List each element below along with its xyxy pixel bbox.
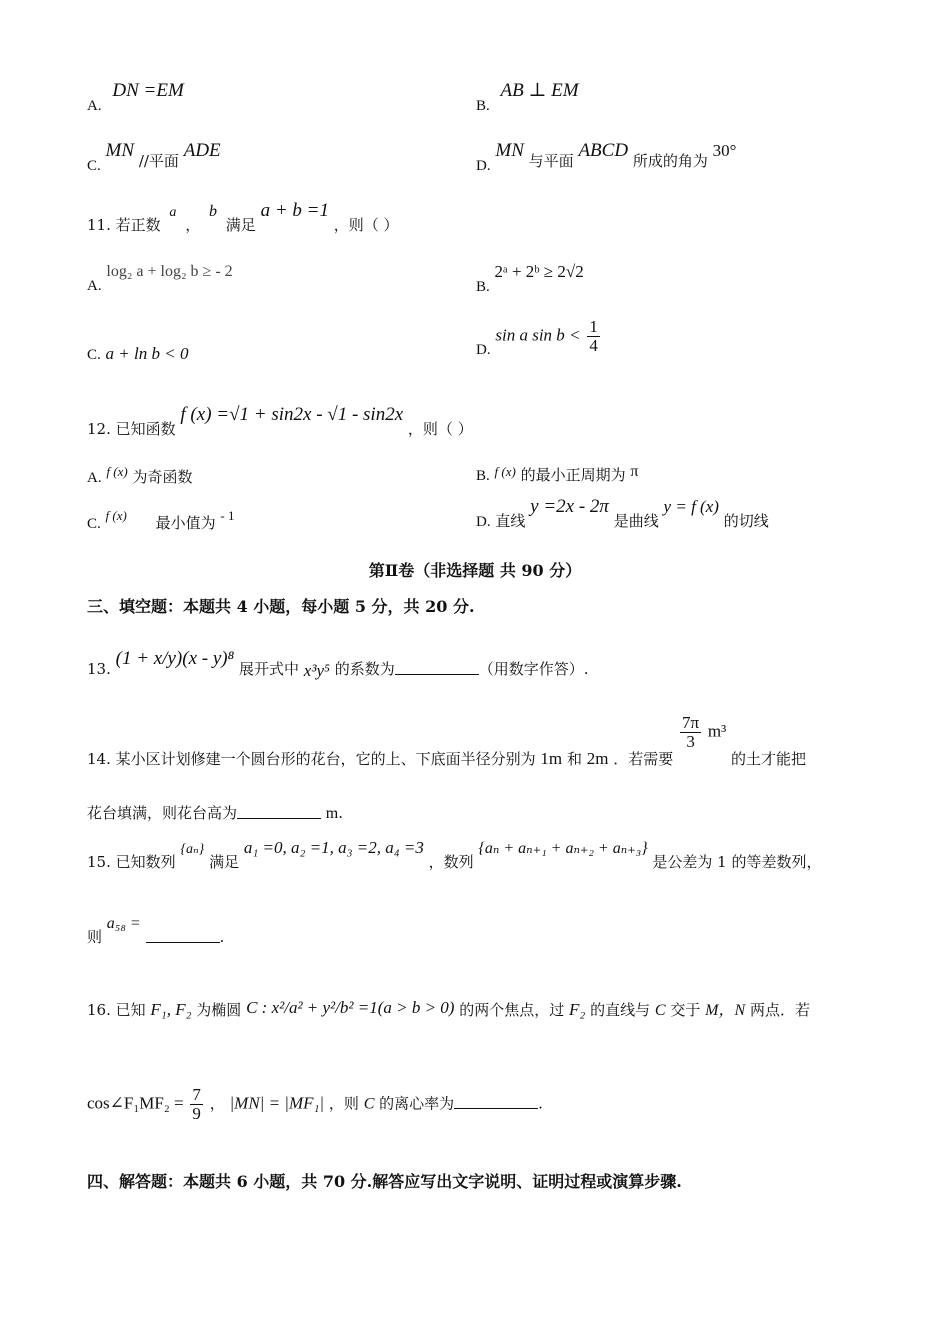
q15-line1 — [87, 838, 822, 871]
q12-option-a — [87, 462, 193, 486]
q10-option-b — [476, 80, 579, 114]
question-text: 15. 已知数列 — [87, 853, 176, 871]
question-text: 11. 若正数 — [87, 216, 161, 234]
q10-option-c — [87, 140, 221, 174]
q11-option-a — [87, 262, 233, 294]
question-text: 的离心率为 — [379, 1094, 455, 1113]
question-text: 的直线与 — [590, 1001, 651, 1019]
math-expr: {aₙ + aₙ₊₁ + aₙ₊₂ + aₙ₊₃} — [478, 840, 648, 857]
punctuation: . — [538, 1094, 543, 1113]
punctuation: . — [219, 928, 225, 946]
numerator: 7 — [192, 1085, 201, 1104]
q12-option-c — [87, 506, 235, 532]
answer-blank[interactable] — [454, 1094, 538, 1109]
section3-title: 三、填空题：本题共 4 小题，每小题 5 分，共 20 分. — [87, 597, 475, 616]
question-text: 12. 已知函数 — [87, 420, 176, 438]
math-expr: ADE — [183, 140, 221, 161]
math-expr: y = f (x) — [663, 497, 719, 516]
math-expr: MN — [105, 140, 135, 161]
question-text: ，则 — [328, 1094, 359, 1113]
math-var: C — [363, 1095, 375, 1113]
q14-line2 — [87, 804, 343, 823]
math-expr: 2ᵃ + 2ᵇ ≥ 2√2 — [494, 262, 584, 281]
q16-line1 — [87, 980, 810, 1019]
math-value: 1m — [540, 749, 563, 769]
math-unit: m — [325, 805, 339, 822]
option-label: B. — [476, 98, 490, 114]
fraction — [190, 1086, 203, 1123]
question-text: 为椭圆 — [196, 1001, 242, 1019]
option-label: D. — [476, 514, 491, 530]
option-text: //平面 — [138, 152, 179, 170]
option-label: A. — [87, 278, 102, 294]
question-text — [335, 660, 589, 678]
question-text: 满足 — [209, 853, 240, 871]
option-label: C. — [87, 158, 101, 174]
option-label: C. — [87, 347, 101, 363]
option-text: 最小值为 — [155, 514, 216, 532]
option-label: C. — [87, 516, 101, 532]
punctuation: . — [338, 804, 344, 822]
denominator: 3 — [686, 731, 695, 751]
option-label: B. — [476, 468, 490, 484]
math-expr: π — [630, 463, 639, 480]
math-expr: F₁, F₂ — [150, 1000, 192, 1019]
q11-option-c — [87, 344, 188, 364]
q14-line1 — [87, 713, 807, 769]
numerator: 7π — [682, 713, 700, 732]
question-text: 展开式中 — [239, 660, 300, 678]
question-text: 14. 某小区计划修建一个圆台形的花台，它的上、下底面半径分别为 — [87, 750, 536, 769]
q16-line2 — [87, 1086, 543, 1123]
math-expr: - 1 — [220, 508, 235, 523]
q10-option-a — [87, 80, 184, 114]
math-var: a — [169, 205, 177, 220]
math-expr: F₂ — [569, 1000, 586, 1019]
math-expr: a₁ =0, a₂ =1, a₃ =2, a₄ =3 — [243, 838, 424, 857]
option-label: D. — [476, 158, 491, 174]
question-text: 是公差为 1 的等差数列， — [652, 853, 822, 871]
question-text: 两点．若 — [749, 1001, 810, 1019]
math-expr: AB ⊥ EM — [500, 80, 579, 101]
math-expr: a₅₈ = — [106, 915, 141, 932]
math-var: M，N — [705, 1002, 746, 1019]
q11-option-b — [476, 262, 584, 295]
math-var: C — [654, 1002, 666, 1019]
math-expr: C : x²/a² + y²/b² =1(a > b > 0) — [246, 998, 455, 1017]
question-text: 的土才能把 — [731, 750, 807, 769]
math-expr: ABCD — [578, 140, 629, 161]
math-value: 2m — [586, 749, 609, 769]
question-text: （用数字作答）. — [478, 660, 589, 678]
math-expr: a + ln b < 0 — [105, 344, 189, 363]
q11-option-d — [476, 317, 602, 359]
math-expr: cos∠F₁MF₂ = — [87, 1093, 184, 1113]
question-text: 16. 已知 — [87, 1001, 146, 1019]
denominator: 4 — [589, 335, 598, 355]
answer-blank[interactable] — [237, 804, 321, 819]
q12-option-d — [476, 496, 769, 530]
part2-title: 第Ⅱ卷（非选择题 共 90 分） — [368, 561, 582, 580]
option-label: B. — [476, 279, 490, 295]
q12-stem — [87, 404, 473, 438]
question-text: 交于 — [670, 1001, 701, 1019]
math-expr: y =2x - 2π — [530, 496, 609, 517]
option-text: 所成的角为 — [632, 152, 708, 170]
section4-title: 四、解答题：本题共 6 小题，共 70 分.解答应写出文字说明、证明过程或演算步骤. — [87, 1172, 682, 1191]
math-expr: 30° — [712, 141, 737, 160]
numerator: 1 — [589, 317, 598, 336]
fraction — [587, 318, 600, 355]
option-text: 为奇函数 — [132, 468, 193, 486]
option-label: D. — [476, 342, 491, 359]
question-text: 则 — [87, 928, 103, 946]
option-label: A. — [87, 470, 102, 486]
denominator: 9 — [192, 1103, 201, 1123]
answer-blank[interactable] — [395, 660, 479, 675]
answer-blank[interactable] — [146, 928, 220, 943]
option-label: A. — [87, 98, 102, 114]
q13 — [87, 632, 589, 680]
question-text: 花台填满，则花台高为 — [87, 804, 238, 822]
question-text: ，则（ ） — [407, 420, 473, 438]
question-text: ．若需要 — [613, 750, 674, 769]
math-expr: |MN| = |MF₁| — [229, 1093, 325, 1113]
question-number: 13. — [87, 660, 111, 678]
fraction — [680, 714, 701, 751]
option-text: 与平面 — [528, 152, 574, 170]
question-text: 满足 — [225, 216, 256, 234]
math-expr: log₂ a + log₂ b ≥ - 2 — [106, 263, 233, 280]
q10-option-d — [476, 140, 737, 174]
math-expr: DN =EM — [112, 80, 184, 101]
option-text: 的切线 — [723, 512, 769, 530]
question-text: 和 — [566, 750, 582, 769]
option-text: 直线 — [495, 512, 526, 530]
q11-stem — [87, 200, 399, 234]
question-text: ， — [185, 216, 201, 234]
q12-option-b — [476, 462, 639, 484]
math-expr: (1 + x/y)(x - y)⁸ — [115, 648, 235, 669]
math-expr: MN — [495, 140, 524, 161]
math-expr: x³y⁵ — [303, 661, 330, 680]
q15-line2 — [87, 914, 225, 946]
question-text: 的两个焦点，过 — [459, 1001, 565, 1019]
option-text: 的最小正周期为 — [520, 466, 626, 484]
math-expr: f (x) — [494, 464, 516, 479]
math-expr: {aₙ} — [180, 842, 205, 857]
question-text: ，则（ ） — [333, 216, 399, 234]
math-expr: a + b =1 — [260, 200, 329, 221]
coefficient-text: 的系数为 — [334, 660, 395, 678]
math-expr: f (x) — [105, 508, 127, 523]
question-text: ，数列 — [428, 853, 474, 871]
math-unit: m³ — [707, 721, 727, 741]
option-text: 是曲线 — [613, 512, 659, 530]
math-expr: f (x) =√1 + sin2x - √1 - sin2x — [180, 404, 404, 425]
math-expr: sin a sin b < — [495, 325, 581, 345]
question-text: ， — [209, 1094, 225, 1113]
math-var: b — [208, 203, 217, 220]
math-expr: f (x) — [106, 464, 128, 479]
